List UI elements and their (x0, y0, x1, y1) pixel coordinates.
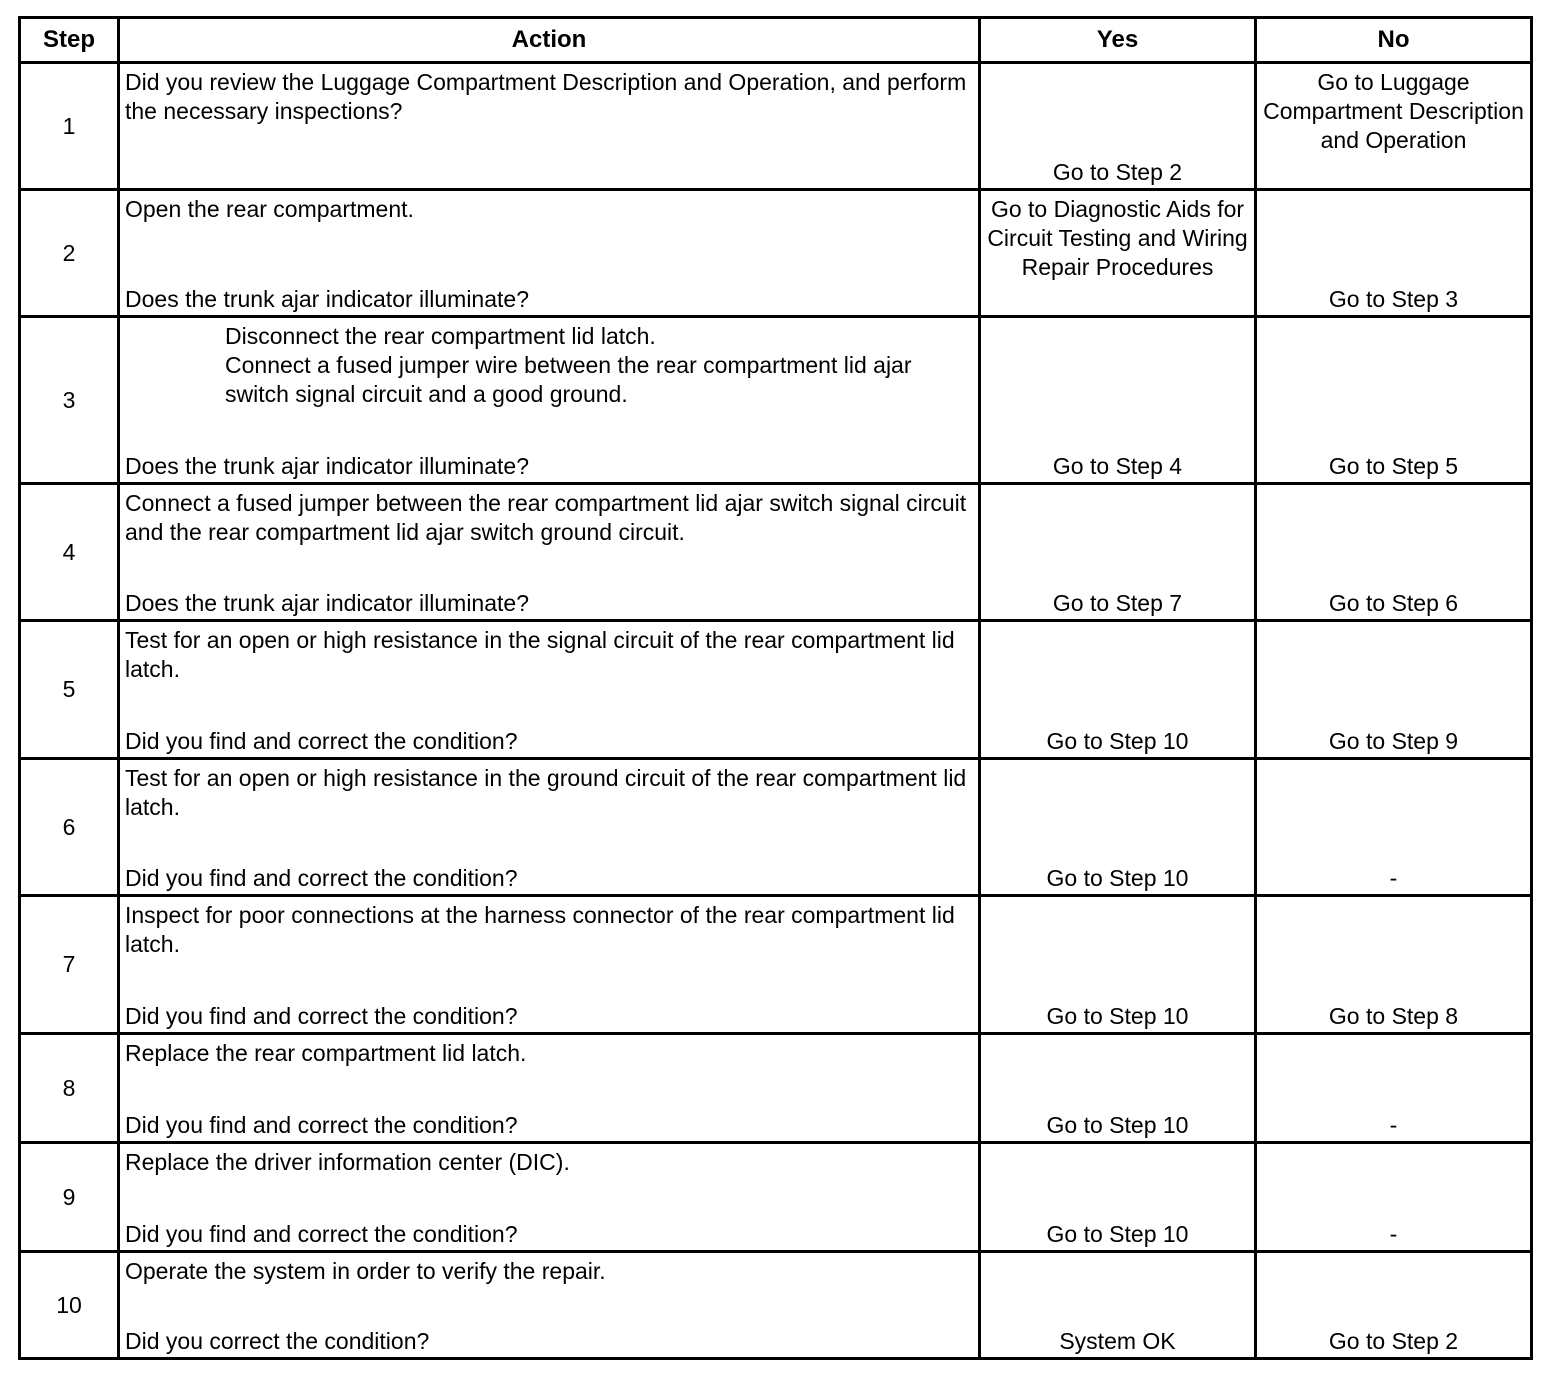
table-row (21, 894, 1530, 1032)
action-text: Disconnect the rear compartment lid latch. Connect a fused jumper wire between the rear compartment lid ajar switch signal circuit and a good ground. (225, 323, 912, 407)
yes-cell (981, 1035, 1257, 1141)
yes-text: Go to Step 10 (1046, 1221, 1189, 1247)
step-number: 2 (21, 191, 120, 315)
action-text: Open the rear compartment. (125, 196, 414, 222)
action-question: Did you find and correct the condition? (125, 1003, 518, 1029)
action-cell (120, 1253, 981, 1357)
no-text: - (1389, 1112, 1398, 1138)
no-cell (1257, 1144, 1530, 1250)
no-cell (1257, 622, 1530, 757)
table-row (21, 482, 1530, 619)
action-question: Does the trunk ajar indicator illuminate? (125, 453, 529, 479)
action-text: Test for an open or high resistance in the signal circuit of the rear compartment lid latch. (125, 627, 955, 682)
no-cell (1257, 1253, 1530, 1357)
table-row (21, 1250, 1530, 1357)
action-text: Operate the system in order to verify the repair. (125, 1258, 606, 1284)
step-number: 8 (21, 1035, 120, 1141)
action-question: Did you find and correct the condition? (125, 1221, 518, 1247)
header-step: Step (21, 19, 120, 61)
action-text: Replace the rear compartment lid latch. (125, 1040, 527, 1066)
no-text: - (1389, 865, 1398, 891)
step-number: 10 (21, 1253, 120, 1357)
no-text: Go to Step 5 (1328, 453, 1459, 479)
yes-text: Go to Step 7 (1052, 590, 1183, 616)
no-cell (1257, 897, 1530, 1032)
table-row (21, 1032, 1530, 1141)
yes-text: Go to Step 2 (1052, 159, 1183, 185)
yes-cell (981, 1253, 1257, 1357)
action-cell (120, 191, 981, 315)
yes-text: Go to Step 10 (1046, 865, 1189, 891)
table-row (21, 757, 1530, 894)
no-cell (1257, 485, 1530, 619)
yes-text: Go to Step 10 (1046, 1003, 1189, 1029)
table-row (21, 1141, 1530, 1250)
action-text: Connect a fused jumper between the rear compartment lid ajar switch signal circuit and the rear compartment lid ajar switch ground circuit. (125, 490, 967, 545)
table-row (21, 61, 1530, 188)
action-question: Does the trunk ajar indicator illuminate? (125, 590, 529, 616)
step-number: 9 (21, 1144, 120, 1250)
yes-cell (981, 897, 1257, 1032)
action-cell (120, 64, 981, 188)
no-text: - (1389, 1221, 1398, 1247)
no-text: Go to Step 6 (1328, 590, 1459, 616)
action-cell (120, 1144, 981, 1250)
no-text: Go to Step 2 (1328, 1328, 1459, 1354)
step-number: 5 (21, 622, 120, 757)
no-text: Go to Step 9 (1328, 728, 1459, 754)
no-text: Go to Luggage Compartment Description and Operation (1263, 69, 1524, 153)
header-action: Action (120, 19, 981, 61)
action-cell (120, 485, 981, 619)
yes-cell (981, 318, 1257, 482)
yes-text: Go to Step 4 (1052, 453, 1183, 479)
no-cell (1257, 760, 1530, 894)
no-cell (1257, 318, 1530, 482)
action-question: Did you find and correct the condition? (125, 865, 518, 891)
header-yes: Yes (981, 19, 1257, 61)
action-question: Did you find and correct the condition? (125, 728, 518, 754)
action-text: Replace the driver information center (DIC). (125, 1149, 570, 1175)
step-number: 4 (21, 485, 120, 619)
action-text: Inspect for poor connections at the harness connector of the rear compartment lid latch. (125, 902, 955, 957)
yes-cell (981, 64, 1257, 188)
yes-text: System OK (1059, 1328, 1176, 1354)
yes-cell (981, 760, 1257, 894)
table-row (21, 619, 1530, 757)
action-question: Did you correct the condition? (125, 1328, 430, 1354)
no-cell (1257, 191, 1530, 315)
yes-text: Go to Step 10 (1046, 728, 1189, 754)
action-cell (120, 318, 981, 482)
yes-cell (981, 622, 1257, 757)
action-question: Did you find and correct the condition? (125, 1112, 518, 1138)
no-text: Go to Step 8 (1328, 1003, 1459, 1029)
table-header (21, 19, 1530, 61)
table-row (21, 315, 1530, 482)
step-number: 1 (21, 64, 120, 188)
action-text: Test for an open or high resistance in the ground circuit of the rear compartment lid latch. (125, 765, 967, 820)
yes-text: Go to Step 10 (1046, 1112, 1189, 1138)
action-question: Does the trunk ajar indicator illuminate? (125, 286, 529, 312)
step-number: 7 (21, 897, 120, 1032)
no-cell (1257, 1035, 1530, 1141)
action-text: Did you review the Luggage Compartment Description and Operation, and perform the necessary inspections? (125, 69, 967, 124)
yes-text: Go to Diagnostic Aids for Circuit Testing and Wiring Repair Procedures (987, 196, 1248, 280)
action-cell (120, 760, 981, 894)
action-cell (120, 1035, 981, 1141)
table-row (21, 188, 1530, 315)
yes-cell (981, 1144, 1257, 1250)
yes-cell (981, 191, 1257, 315)
yes-cell (981, 485, 1257, 619)
step-number: 3 (21, 318, 120, 482)
step-number: 6 (21, 760, 120, 894)
action-cell (120, 622, 981, 757)
no-cell (1257, 64, 1530, 188)
diagnostic-table (18, 16, 1533, 1360)
no-text: Go to Step 3 (1328, 286, 1459, 312)
header-no: No (1377, 26, 1410, 53)
action-cell (120, 897, 981, 1032)
